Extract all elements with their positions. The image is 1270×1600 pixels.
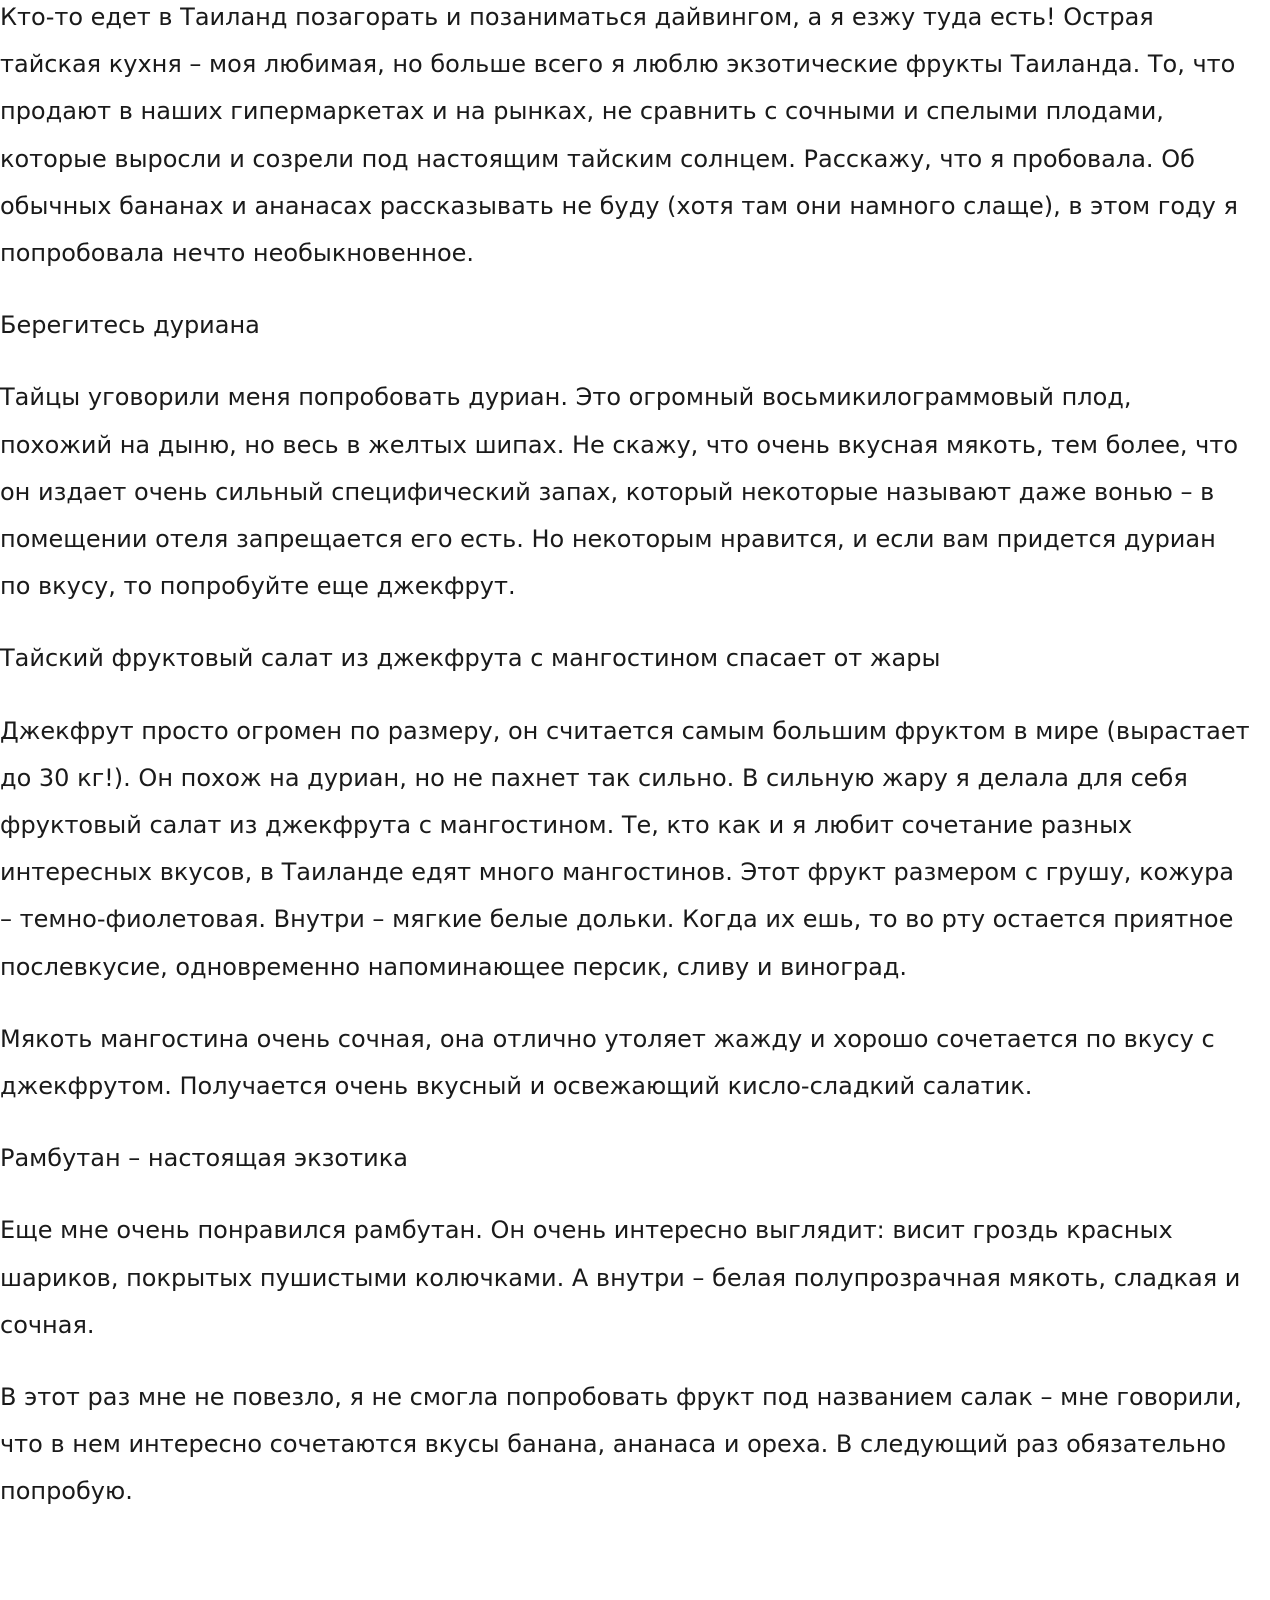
section-heading-durian: Берегитесь дуриана — [0, 311, 260, 340]
section-heading-salad: Тайский фруктовый салат из джекфрута с мангостином спасает от жары — [0, 644, 941, 673]
section-heading-rambutan: Рамбутан – настоящая экзотика — [0, 1144, 408, 1173]
rambutan-paragraph: Еще мне очень понравился рамбутан. Он очень интересно выглядит: висит гроздь красных шариков, покрытых пушистыми колючками. А внутри – белая полупрозрачная мякоть, сладкая и сочная. — [0, 1216, 1241, 1339]
salak-paragraph: В этот раз мне не повезло, я не смогла попробовать фрукт под названием салак – мне говорили, что в нем интересно сочетаются вкусы банана, ананаса и ореха. В следующий раз обязательно попробую. — [0, 1383, 1242, 1506]
jackfruit-paragraph: Джекфрут просто огромен по размеру, он считается самым большим фруктом в мире (вырастает до 30 кг!). Он похож на дуриан, но не пахнет так сильно. В сильную жару я делала для себя фруктовый салат из джекфрута с мангостином. Те, кто как и я любит сочетание разных интересных вкусов, в Таиланде едят много мангостинов. Этот фрукт размером с грушу, кожура – темно-фиолетовая. Внутри – мягкие белые дольки. Когда их ешь, то во рту остается приятное послевкусие, одновременно напоминающее персик, сливу и виноград. — [0, 716, 1250, 981]
mangosteen-paragraph: Мякоть мангостина очень сочная, она отлично утоляет жажду и хорошо сочетается по вкусу с джекфрутом. Получается очень вкусный и освежающий кисло-сладкий салатик. — [0, 1024, 1215, 1101]
durian-paragraph: Тайцы уговорили меня попробовать дуриан. Это огромный восьмикилограммовый плод, похожий на дыню, но весь в желтых шипах. Не скажу, что очень вкусная мякоть, тем более, что он издает очень сильный специфический запах, который некоторые называют даже вонью – в помещении отеля запрещается его есть. Но некоторым нравится, и если вам придется дуриан по вкусу, то попробуйте еще джекфрут. — [0, 383, 1239, 601]
intro-paragraph: Кто-то едет в Таиланд позагорать и позаниматься дайвингом, а я езжу туда есть! Острая тайская кухня – моя любимая, но больше всего я люблю экзотические фрукты Таиланда. То, что продают в наших гипермаркетах и на рынках, не сравнить с сочными и спелыми плодами, которые выросли и созрели под настоящим тайским солнцем. Расскажу, что я пробовала. Об обычных бананах и ананасах рассказывать не буду (хотя там они намного слаще), в этом году я попробовала нечто необыкновенное. — [0, 3, 1238, 268]
